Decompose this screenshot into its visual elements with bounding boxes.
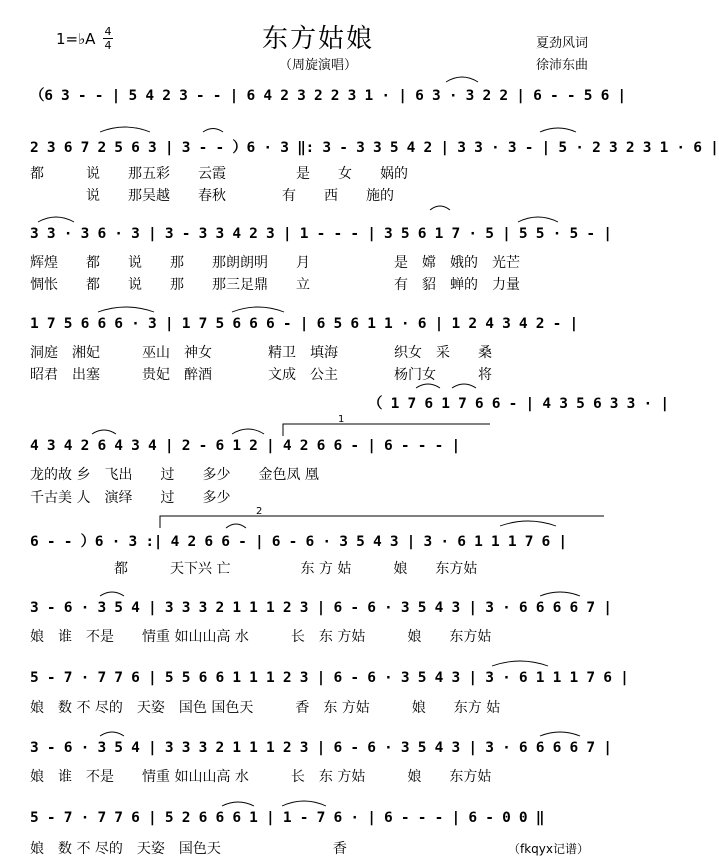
key-signature: 1=♭A [56,30,96,48]
lyric-row-4-verse-2: 昭君 出塞 贵妃 醉酒 文成 公主 杨门女 将 [30,367,492,383]
score-row-9: 5 - 7 · 7 7 6 | 5 5 6 6 1 1 1 2 3 | 6 - 6 · 3 5 4 3 | 3 · 6 1 1 1 7 6 | [30,670,629,686]
time-numerator: 4 [104,25,112,38]
slur-arcs [38,77,580,806]
score-row-8: 3 - 6 · 3 5 4 | 3 3 3 2 1 1 1 2 3 | 6 - 6 · 3 5 4 3 | 3 · 6 6 6 6 7 | [30,600,612,616]
score-row-2: 2 3 6 7 2 5 6 3 | 3 - - ）6 · 3 ‖: 3 - 3 3 5 4 2 | 3 3 · 3 - | 5 · 2 3 2 3 1 · 6 | [30,140,719,156]
score-row-6: 4 3 4 2 6 4 3 4 | 2 - 6 1 2 | 4 2 6 6 - | 6 - - - | [30,438,460,454]
lyric-row-2-verse-1: 都 说 那五彩 云霞 是 女 娲的 [30,166,408,182]
score-row-1: （6 3 - - | 5 4 2 3 - - | 6 4 2 3 2 2 3 1 · | 6 3 · 3 2 2 | 6 - - 5 6 | [30,88,626,104]
lyric-row-6-verse-2: 千古美 人 演绎 过 多少 [30,490,231,506]
lyric-row-4-verse-1: 洞庭 湘妃 巫山 神女 精卫 填海 织女 采 桑 [30,345,492,361]
lyric-row-3-verse-2: 惆怅 都 说 那 那三足鼎 立 有 貂 蝉的 力量 [30,277,520,293]
score-row-3: 3 3 · 3 6 · 3 | 3 - 3 3 4 2 3 | 1 - - - | 3 5 6 1 7 · 5 | 5 5 · 5 - | [30,226,612,242]
lyricist-credit: 夏劲风词 [536,36,589,51]
composer-credit: 徐沛东曲 [536,58,589,73]
lyric-row-3-verse-1: 辉煌 都 说 那 那朗朗明 月 是 嫦 娥的 光芒 [30,255,520,271]
performer-credit: （周旋演唱） [278,58,357,73]
song-title: 东方姑娘 [261,24,374,54]
transcriber-credit: （fkqyx记谱） [508,842,589,856]
lyric-row-8: 娘 谁 不是 情重 如山山高 水 长 东 方姑 娘 东方姑 [30,629,492,645]
volta-label-2: 2 [256,506,263,517]
lyric-row-6-verse-1: 龙的故 乡 飞出 过 多少 金色凤 凰 [30,467,319,483]
score-row-10: 3 - 6 · 3 5 4 | 3 3 3 2 1 1 1 2 3 | 6 - 6 · 3 5 4 3 | 3 · 6 6 6 6 7 | [30,740,612,756]
lyric-row-11: 娘 数 不 尽的 天姿 国色天 香 [30,841,347,857]
score-row-11: 5 - 7 · 7 7 6 | 5 2 6 6 6 1 | 1 - 7 6 · | 6 - - - | 6 - 0 0 ‖ [30,810,545,826]
lyric-row-7: 都 天下兴 亡 东 方 姑 娘 东方姑 [30,561,478,577]
time-denominator: 4 [104,39,112,52]
lyric-row-9: 娘 数 不 尽的 天姿 国色 国色天 香 东 方姑 娘 东方 姑 [30,700,501,716]
lyric-row-2-verse-2: 说 那吴越 春秋 有 西 施的 [30,188,394,204]
volta-label-1: 1 [338,414,345,425]
lyric-row-10: 娘 谁 不是 情重 如山山高 水 长 东 方姑 娘 东方姑 [30,769,492,785]
score-row-4: 1 7 5 6 6 6 · 3 | 1 7 5 6 6 6 - | 6 5 6 1 1 · 6 | 1 2 4 3 4 2 - | [30,316,578,332]
score-row-7: 6 - - ）6 · 3 :| 4 2 6 6 - | 6 - 6 · 3 5 4 3 | 3 · 6 1 1 1 7 6 | [30,534,567,550]
score-row-5-interlude: （ 1 7 6 1 7 6 6 - | 4 3 5 6 3 3 · | [368,396,669,412]
volta-bracket-1 [283,424,490,436]
